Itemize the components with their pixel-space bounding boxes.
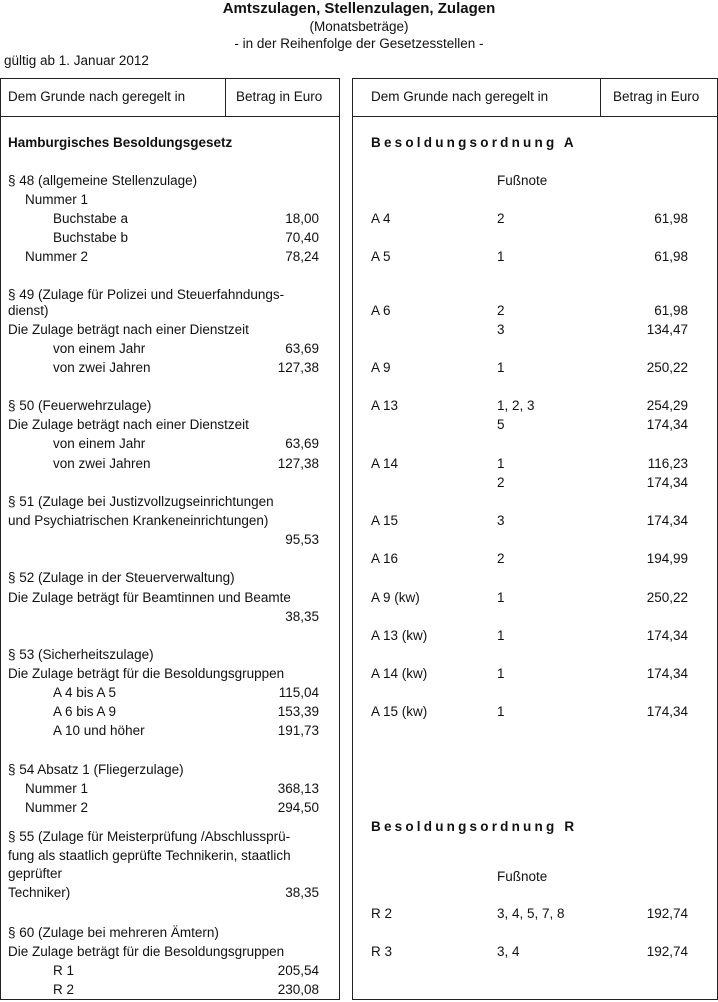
footnote-cell: 2 bbox=[497, 551, 505, 566]
grade-cell: A 14 (kw) bbox=[371, 666, 428, 681]
left-header-divider bbox=[0, 116, 339, 117]
footnote-cell: 3, 4 bbox=[497, 944, 520, 959]
grade-cell: A 16 bbox=[371, 551, 399, 566]
p49-heading-line2: dienst) bbox=[8, 303, 49, 318]
p50-row1-amount: 63,69 bbox=[285, 436, 319, 451]
p49-row2-label: von zwei Jahren bbox=[53, 360, 151, 375]
p48-nummer2-amount: 78,24 bbox=[285, 249, 319, 264]
amount-cell: 250,22 bbox=[646, 590, 688, 605]
p53-row2-label: A 6 bis A 9 bbox=[53, 704, 117, 719]
p53-row3-amount: 191,73 bbox=[277, 723, 319, 738]
page-title: Amtszulagen, Stellenzulagen, Zulagen bbox=[222, 0, 496, 17]
footnote-cell: 2 bbox=[497, 475, 505, 490]
footnote-cell: 1, 2, 3 bbox=[497, 398, 535, 413]
section-title-hmbbesg: Hamburgisches Besoldungsgesetz bbox=[8, 135, 233, 150]
order-note: - in der Reihenfolge der Gesetzesstellen - bbox=[234, 36, 484, 51]
p49-note: Die Zulage beträgt nach einer Dienstzeit bbox=[8, 322, 249, 337]
p48-buchstabe-b: Buchstabe b bbox=[53, 230, 129, 245]
p53-row3-label: A 10 und höher bbox=[53, 723, 145, 738]
p54-heading: § 54 Absatz 1 (Fliegerzulage) bbox=[8, 762, 184, 777]
page-subtitle: (Monatsbeträge) bbox=[309, 19, 409, 34]
validity-date: gültig ab 1. Januar 2012 bbox=[4, 53, 149, 68]
footnote-cell: 1 bbox=[497, 704, 505, 719]
p51-heading-line2: und Psychiatrischen Krankeneinrichtungen) bbox=[8, 513, 269, 528]
p55-line4: Techniker) bbox=[8, 885, 71, 900]
p50-note: Die Zulage beträgt nach einer Dienstzeit bbox=[8, 417, 249, 432]
footnote-cell: 5 bbox=[497, 417, 505, 432]
footnote-cell: 1 bbox=[497, 360, 505, 375]
p51-heading-line1: § 51 (Zulage bei Justizvollzugseinrichtungen bbox=[8, 494, 274, 509]
grade-cell: A 5 bbox=[371, 249, 391, 264]
right-header-column-divider bbox=[600, 78, 601, 116]
amount-cell: 250,22 bbox=[646, 360, 688, 375]
p49-heading-line1: § 49 (Zulage für Polizei und Steuerfahndungs- bbox=[8, 287, 285, 302]
grade-cell: R 3 bbox=[371, 944, 393, 959]
grade-cell: A 13 (kw) bbox=[371, 628, 428, 643]
footnote-cell: 1 bbox=[497, 456, 505, 471]
section-title-besoldungsordnung-a: Besoldungsordnung A bbox=[371, 135, 577, 150]
footnote-label-r: Fußnote bbox=[497, 869, 548, 884]
right-header-amount: Betrag in Euro bbox=[613, 89, 700, 104]
p54-row2-label: Nummer 2 bbox=[25, 800, 89, 815]
p48-buchstabe-a: Buchstabe a bbox=[53, 211, 129, 226]
footnote-label-a: Fußnote bbox=[497, 173, 548, 188]
grade-cell: A 15 (kw) bbox=[371, 704, 428, 719]
amount-cell: 174,34 bbox=[646, 417, 688, 432]
amount-cell: 254,29 bbox=[646, 398, 688, 413]
amount-cell: 174,34 bbox=[646, 704, 688, 719]
amount-cell: 61,98 bbox=[654, 249, 688, 264]
grade-cell: R 2 bbox=[371, 906, 393, 921]
p50-row2-amount: 127,38 bbox=[277, 456, 319, 471]
p52-heading: § 52 (Zulage in der Steuerverwaltung) bbox=[8, 570, 235, 585]
p60-row2-amount: 230,08 bbox=[277, 982, 319, 997]
p50-heading: § 50 (Feuerwehrzulage) bbox=[8, 398, 152, 413]
footnote-cell: 2 bbox=[497, 303, 505, 318]
p55-line2: fung als staatlich geprüfte Technikerin, staatlich bbox=[8, 848, 291, 863]
p60-note: Die Zulage beträgt für die Besoldungsgruppen bbox=[8, 944, 285, 959]
p50-row2-label: von zwei Jahren bbox=[53, 456, 151, 471]
footnote-cell: 3, 4, 5, 7, 8 bbox=[497, 906, 565, 921]
p52-note: Die Zulage beträgt für Beamtinnen und Beamte bbox=[8, 590, 291, 605]
footnote-cell: 1 bbox=[497, 249, 505, 264]
p51-amount: 95,53 bbox=[285, 532, 319, 547]
amount-cell: 174,34 bbox=[646, 628, 688, 643]
p53-row1-amount: 115,04 bbox=[278, 685, 319, 700]
grade-cell: A 13 bbox=[371, 398, 399, 413]
amount-cell: 116,23 bbox=[647, 456, 688, 471]
grade-cell: A 9 (kw) bbox=[371, 590, 420, 605]
grade-cell: A 4 bbox=[371, 211, 391, 226]
p60-row1-label: R 1 bbox=[53, 963, 75, 978]
p48-nummer1: Nummer 1 bbox=[25, 192, 89, 207]
p48-buchstabe-a-amount: 18,00 bbox=[285, 211, 319, 226]
amount-cell: 174,34 bbox=[646, 666, 688, 681]
amount-cell: 174,34 bbox=[646, 513, 688, 528]
footnote-cell: 1 bbox=[497, 666, 505, 681]
p52-amount: 38,35 bbox=[285, 609, 319, 624]
footnote-cell: 2 bbox=[497, 211, 505, 226]
right-header-reason: Dem Grunde nach geregelt in bbox=[371, 89, 549, 104]
p54-row1-amount: 368,13 bbox=[277, 781, 319, 796]
grade-cell: A 6 bbox=[371, 303, 391, 318]
grade-cell: A 14 bbox=[371, 456, 399, 471]
left-header-reason: Dem Grunde nach geregelt in bbox=[8, 89, 186, 104]
p48-buchstabe-b-amount: 70,40 bbox=[285, 230, 319, 245]
footnote-cell: 1 bbox=[497, 590, 505, 605]
p54-row2-amount: 294,50 bbox=[277, 800, 319, 815]
amount-cell: 194,99 bbox=[646, 551, 688, 566]
p49-row2-amount: 127,38 bbox=[277, 360, 319, 375]
p55-amount: 38,35 bbox=[285, 885, 319, 900]
p55-line3: geprüfter bbox=[8, 866, 63, 881]
p53-row1-label: A 4 bis A 5 bbox=[53, 685, 117, 700]
p60-heading: § 60 (Zulage bei mehreren Ämtern) bbox=[8, 925, 219, 940]
left-header-amount: Betrag in Euro bbox=[236, 89, 323, 104]
grade-cell: A 9 bbox=[371, 360, 391, 375]
amount-cell: 61,98 bbox=[654, 303, 688, 318]
p49-row1-label: von einem Jahr bbox=[53, 341, 146, 356]
footnote-cell: 3 bbox=[497, 513, 505, 528]
footnote-cell: 1 bbox=[497, 628, 505, 643]
grade-cell: A 15 bbox=[371, 513, 399, 528]
p50-row1-label: von einem Jahr bbox=[53, 436, 146, 451]
left-header-column-divider bbox=[225, 78, 226, 116]
p48-heading: § 48 (allgemeine Stellenzulage) bbox=[8, 173, 198, 188]
amount-cell: 192,74 bbox=[646, 906, 688, 921]
p48-nummer2: Nummer 2 bbox=[25, 249, 89, 264]
section-title-besoldungsordnung-r: Besoldungsordnung R bbox=[371, 819, 578, 834]
p54-row1-label: Nummer 1 bbox=[25, 781, 89, 796]
p53-note: Die Zulage beträgt für die Besoldungsgruppen bbox=[8, 666, 285, 681]
amount-cell: 192,74 bbox=[646, 944, 688, 959]
p60-row1-amount: 205,54 bbox=[277, 963, 319, 978]
right-header-divider bbox=[352, 116, 718, 117]
p53-row2-amount: 153,39 bbox=[277, 704, 319, 719]
p53-heading: § 53 (Sicherheitszulage) bbox=[8, 647, 154, 662]
footnote-cell: 3 bbox=[497, 322, 505, 337]
amount-cell: 174,34 bbox=[646, 475, 688, 490]
amount-cell: 61,98 bbox=[654, 211, 688, 226]
p55-line1: § 55 (Zulage für Meisterprüfung /Abschlussprü- bbox=[8, 829, 291, 844]
amount-cell: 134,47 bbox=[646, 322, 688, 337]
p60-row2-label: R 2 bbox=[53, 982, 75, 997]
p49-row1-amount: 63,69 bbox=[285, 341, 319, 356]
